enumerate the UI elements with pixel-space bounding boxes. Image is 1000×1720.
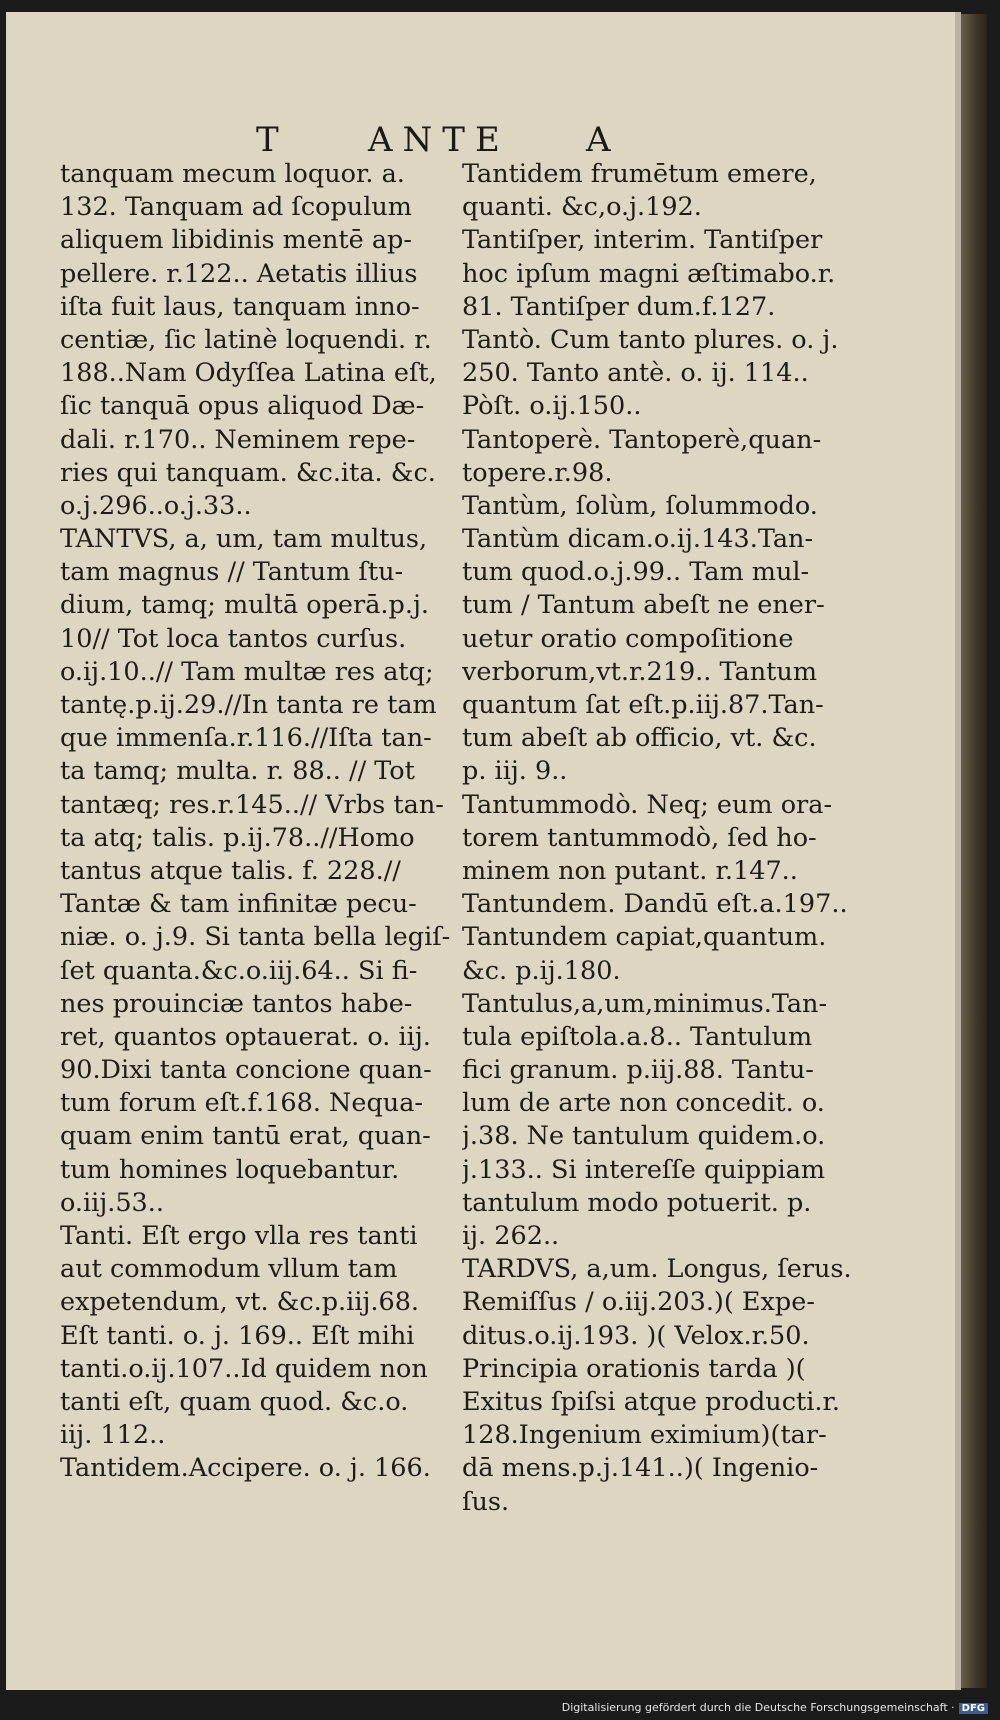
text-line: dali. r.170.. Neminem repe- (60, 424, 416, 455)
header-right-letter: A (586, 120, 614, 160)
text-line: Exitus ſpiſsi atque producti.r. (462, 1386, 841, 1417)
text-line: Tantoperè. Tantoperè,quan- (462, 424, 822, 455)
text-line: hoc ipſum magni æſtimabo.r. (462, 258, 836, 289)
text-line: p. iij. 9.. (462, 756, 568, 787)
text-line: tum abeſt ab officio, vt. &c. (462, 723, 817, 754)
text-line: minem non putant. r.147.. (462, 855, 798, 886)
text-line: Pòſt. o.ij.150.. (462, 391, 642, 422)
text-line: uetur oratio compoſitione (462, 623, 794, 654)
text-line: aliquem libidinis mentē ap- (60, 225, 412, 256)
dfg-logo: DFG (959, 1703, 988, 1714)
text-line: tantulum modo potuerit. p. (462, 1187, 812, 1218)
text-line: Tantidem.Accipere. o. j. 166. (60, 1453, 431, 1484)
text-line: expetendum, vt. &c.p.iij.68. (60, 1287, 420, 1318)
text-line: centiæ, ſic latinè loquendi. r. (60, 324, 432, 355)
text-line: fici granum. p.iij.88. Tantu- (462, 1055, 814, 1086)
digitization-footer (562, 1701, 988, 1714)
text-line: topere.r.98. (462, 457, 613, 488)
text-line: o.j.296..o.j.33.. (60, 490, 252, 521)
text-line: Tantò. Cum tanto plures. o. j. (462, 324, 839, 355)
text-line: Eſt tanti. o. j. 169.. Eſt mihi (60, 1320, 415, 1351)
text-line: o.ij.10..// Tam multæ res atq; (60, 656, 434, 687)
text-line: Tantulus,a,um,minimus.Tan- (462, 988, 828, 1019)
text-line: j.133.. Si intereſſe quippiam (462, 1154, 826, 1185)
text-line: quantum ſat eſt.p.iij.87.Tan- (462, 690, 824, 720)
text-line: lum de arte non concedit. o. (462, 1088, 825, 1119)
text-line: tantus atque talis. f. 228.// (60, 855, 401, 886)
text-line: 81. Tantiſper dum.f.127. (462, 291, 776, 322)
text-line: Tanti. Eſt ergo vlla res tanti (60, 1221, 418, 1251)
footer-text: Digitalisierung gefördert durch die Deutsche Forschungsgemeinschaft · (561, 1701, 955, 1714)
text-line: &c. p.ij.180. (462, 955, 621, 986)
text-line: ſus. (462, 1486, 510, 1517)
text-line: TARDVS, a,um. Longus, ſerus. (462, 1254, 852, 1285)
text-line: torem tantummodò, ſed ho- (462, 822, 817, 853)
text-line: Tantùm, ſolùm, ſolummodo. (462, 490, 818, 521)
text-line: o.iij.53.. (60, 1187, 164, 1218)
text-line: TANTVS, a, um, tam multus, (60, 524, 428, 555)
header-left-letter: T (256, 120, 282, 160)
text-line: ſic tanquā opus aliquod Dæ- (60, 391, 425, 422)
text-line: aut commodum vllum tam (60, 1254, 398, 1285)
text-line: Tantæ & tam infinitæ pecu- (60, 889, 417, 920)
text-line: tanquam mecum loquor. a. (60, 159, 405, 189)
text-line: dā mens.p.j.141..)( Ingenio- (462, 1453, 819, 1484)
text-line: tam magnus // Tantum ſtu- (60, 557, 404, 588)
text-line: 90.Dixi tanta concione quan- (60, 1055, 432, 1086)
text-line: Tantùm dicam.o.ij.143.Tan- (462, 524, 814, 555)
header-center-word: ANTE (368, 120, 510, 160)
text-line: 128.Ingenium eximium)(tar- (462, 1420, 827, 1451)
left-column (60, 158, 460, 1486)
text-line: ij. 262.. (462, 1221, 560, 1251)
text-line: iſta fuit laus, tanquam inno- (60, 291, 420, 322)
text-line: quam enim tantū erat, quan- (60, 1121, 431, 1152)
text-line: j.38. Ne tantulum quidem.o. (462, 1121, 826, 1152)
text-line: 188..Nam Odyſſea Latina eſt, (60, 358, 437, 389)
text-line: tanti eſt, quam quod. &c.o. (60, 1386, 409, 1417)
text-line: 132. Tanquam ad ſcopulum (60, 192, 412, 223)
book-edge (961, 14, 987, 1688)
text-line: tantæq; res.r.145..// Vrbs tan- (60, 789, 444, 820)
text-line: Tantummodò. Neq; eum ora- (462, 789, 833, 820)
right-column (462, 158, 864, 1519)
book-page (6, 12, 961, 1690)
text-line: ret, quantos optauerat. o. iij. (60, 1021, 431, 1052)
text-line: Remiſſus / o.iij.203.)( Expe- (462, 1287, 815, 1318)
text-line: tanti.o.ij.107..Id quidem non (60, 1353, 428, 1384)
text-line: ta atq; talis. p.ij.78..//Homo (60, 822, 415, 853)
text-line: Tantundem. Dandū eſt.a.197.. (462, 889, 848, 920)
text-line: 10// Tot loca tantos curſus. (60, 623, 407, 654)
text-line: Tantundem capiat,quantum. (462, 922, 827, 953)
text-line: verborum,vt.r.219.. Tantum (462, 656, 818, 687)
text-line: pellere. r.122.. Aetatis illius (60, 258, 418, 289)
text-line: ries qui tanquam. &c.ita. &c. (60, 457, 436, 488)
text-line: ditus.o.ij.193. )( Velox.r.50. (462, 1320, 810, 1351)
text-line: Principia orationis tarda )( (462, 1353, 806, 1384)
text-line: tum forum eſt.f.168. Nequa- (60, 1088, 424, 1119)
text-line: que immenſa.r.116.//Iſta tan- (60, 723, 432, 754)
text-line: nes prouinciæ tantos habe- (60, 988, 413, 1019)
text-line: iij. 112.. (60, 1420, 166, 1451)
text-line: quanti. &c,o.j.192. (462, 192, 702, 223)
text-line: ſet quanta.&c.o.iij.64.. Si fi- (60, 955, 418, 986)
text-line: 250. Tanto antè. o. ij. 114.. (462, 358, 809, 389)
text-line: tula epiſtola.a.8.. Tantulum (462, 1021, 813, 1052)
text-line: tum homines loquebantur. (60, 1154, 400, 1185)
text-line: Tantidem frumētum emere, (462, 159, 817, 189)
text-line: Tantiſper, interim. Tantiſper (462, 225, 823, 256)
text-line: tantę.p.ij.29.//In tanta re tam (60, 690, 437, 720)
text-line: ta tamq; multa. r. 88.. // Tot (60, 756, 415, 787)
text-line: tum quod.o.j.99.. Tam mul- (462, 557, 810, 588)
text-line: tum / Tantum abeſt ne ener- (462, 590, 825, 621)
text-line: niæ. o. j.9. Si tanta bella legiſ- (60, 922, 451, 953)
text-line: dium, tamq; multā operā.p.j. (60, 590, 429, 621)
